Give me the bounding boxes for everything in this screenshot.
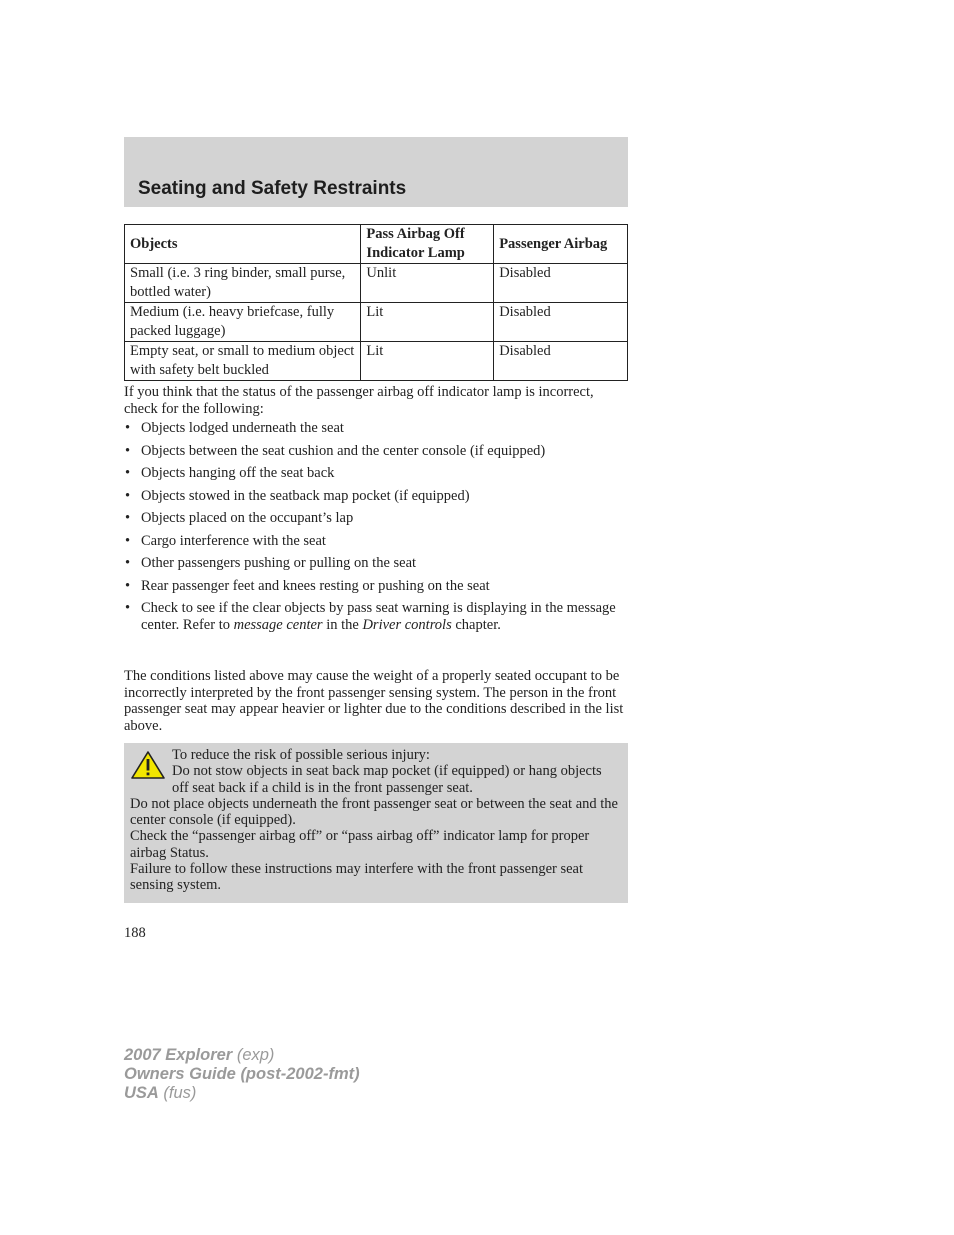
list-item: • Cargo interference with the seat [125,532,326,549]
document-footer: 2007 Explorer (exp) Owners Guide (post-2002-fmt) USA (fus) [124,1046,360,1102]
bullet-icon: • [125,510,131,526]
airbag-status-table [124,224,628,381]
table-cell: Disabled [494,342,628,381]
table-header-cell: Pass Airbag Off Indicator Lamp [361,225,494,264]
bullet-icon: • [125,420,131,436]
table-cell: Disabled [494,264,628,303]
bullet-icon: • [125,600,131,616]
list-item: • Objects lodged underneath the seat [125,420,344,436]
warning-line: Do not place objects underneath the front passenger seat or between the seat and the center console (if equipped). [130,795,618,829]
intro-paragraph: If you think that the status of the passenger airbag off indicator lamp is incorrect, check for the following: [124,384,594,417]
table-row [125,303,628,342]
bullet-icon: • [125,465,131,481]
bullet-icon: • [125,442,131,459]
list-item-message-center: • Check to see if the clear objects by pass seat warning is displaying in the message center. Refer to message center in the Driver controls chapter. [125,600,616,633]
warning-line: Check the “passenger airbag off” or “pass airbag off” indicator lamp for proper airbag Status. [130,828,590,861]
page-number: 188 [124,925,146,941]
bullet-icon: • [125,555,131,571]
bullet-icon: • [125,577,131,594]
list-item: • Objects between the seat cushion and the center console (if equipped) [125,442,546,459]
bullet-icon: • [125,532,131,549]
table-cell: Medium (i.e. heavy briefcase, fully packed luggage) [125,303,361,342]
table-cell: Disabled [494,303,628,342]
bullet-icon: • [125,487,131,504]
warning-line: Failure to follow these instructions may interfere with the front passenger seat sensing system. [130,861,583,894]
table-row [125,264,628,303]
table-header-cell: Passenger Airbag [494,225,628,264]
warning-line: Do not stow objects in seat back map pocket (if equipped) or hang objects off seat back if a child is in the front passenger seat. [172,763,602,796]
driver-controls-reference: Driver controls [362,616,452,633]
table-cell: Unlit [361,264,494,303]
list-item: • Rear passenger feet and knees resting or pushing on the seat [125,577,490,594]
section-header-band [124,137,628,207]
warning-triangle-icon [130,750,166,780]
table-cell: Empty seat, or small to medium object with safety belt buckled [125,342,361,381]
list-item: • Objects stowed in the seatback map pocket (if equipped) [125,487,470,504]
check-list [124,420,624,639]
conditions-paragraph: The conditions listed above may cause the weight of a properly seated occupant to be incorrectly interpreted by the front passenger sensing system. The person in the front passenger seat may appear heavier or lighter due to the conditions described in the list above. [124,668,624,734]
list-item: • Objects hanging off the seat back [125,465,335,481]
message-center-reference: message center [233,616,323,633]
list-item: • Objects placed on the occupant’s lap [125,510,354,526]
table-cell: Lit [361,342,494,381]
warning-box [124,743,628,903]
list-item: • Other passengers pushing or pulling on the seat [125,555,417,571]
table-header-row [125,225,628,264]
warning-line: To reduce the risk of possible serious injury: [172,747,430,763]
table-cell: Lit [361,303,494,342]
section-title: Seating and Safety Restraints [138,178,407,199]
table-row [125,342,628,381]
table-cell: Small (i.e. 3 ring binder, small purse, bottled water) [125,264,361,303]
table-header-cell: Objects [125,225,361,264]
